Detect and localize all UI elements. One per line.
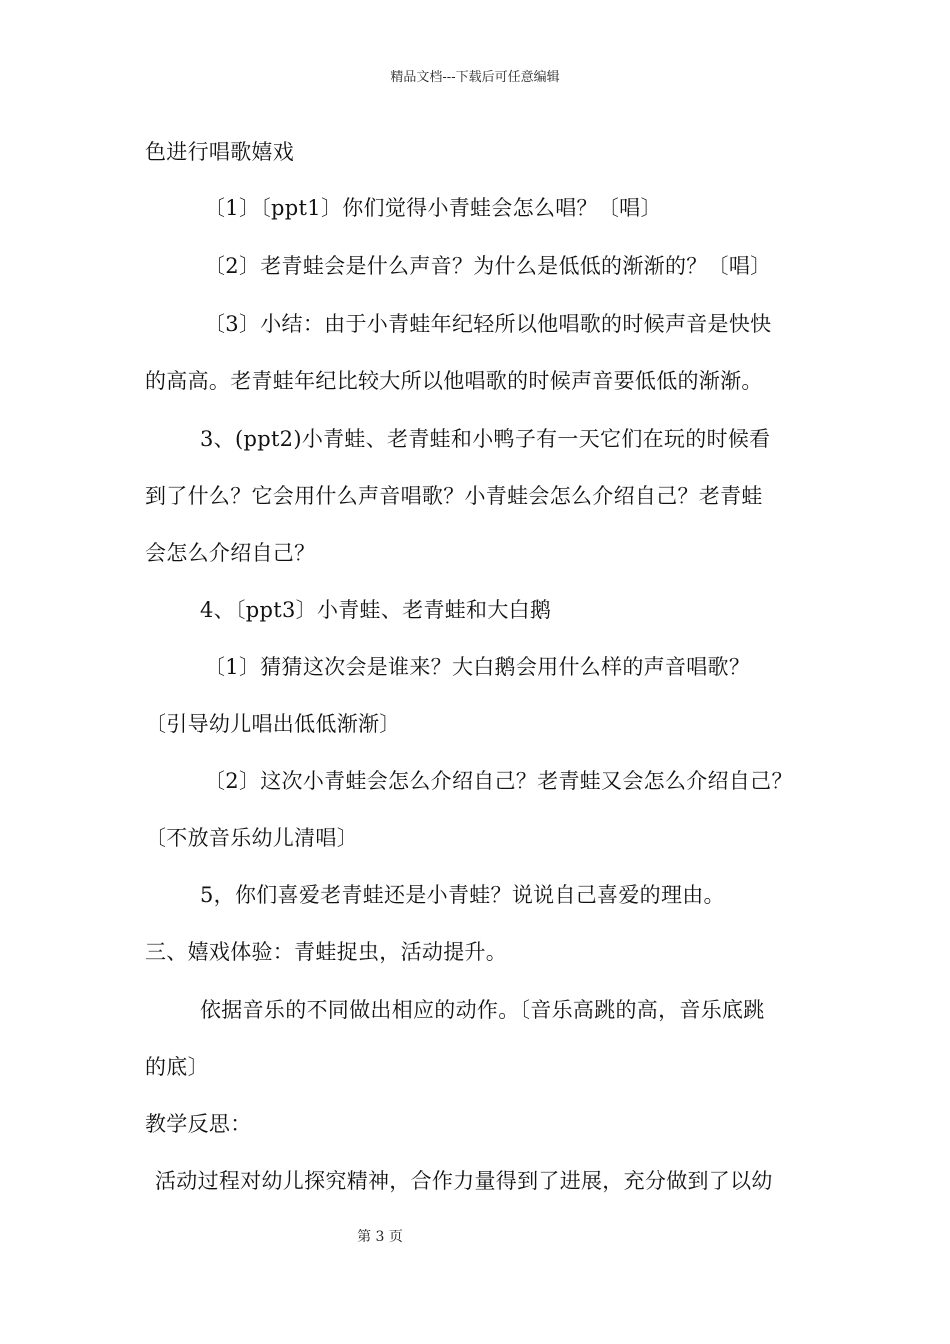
body-line-8: 会怎么介绍自己？ (145, 541, 316, 565)
page-number: 第 3 页 (357, 1229, 403, 1245)
body-line-2: 〔1〕〔ppt1〕你们觉得小青蛙会怎么唱？〔唱〕 (204, 196, 662, 220)
body-line-10: 〔1〕猜猜这次会是谁来？大白鹅会用什么样的声音唱歌？ (204, 655, 751, 679)
page-header: 精品文档---下载后可任意编辑 (390, 70, 560, 85)
body-line-15: 三、嬉戏体验：青蛙捉虫，活动提升。 (145, 940, 508, 964)
body-line-19: 活动过程对幼儿探究精神，合作力量得到了进展，充分做到了以幼 (155, 1169, 773, 1193)
body-line-14: 5，你们喜爱老青蛙还是小青蛙？说说自己喜爱的理由。 (200, 883, 725, 907)
body-line-1: 色进行唱歌嬉戏 (145, 140, 295, 164)
body-line-7: 到了什么？它会用什么声音唱歌？小青蛙会怎么介绍自己？老青蛙 (145, 484, 763, 508)
body-line-17: 的底〕 (145, 1055, 209, 1079)
body-line-3: 〔2〕老青蛙会是什么声音？为什么是低低的渐渐的？〔唱〕 (204, 254, 772, 278)
body-line-16: 依据音乐的不同做出相应的动作。〔音乐高跳的高，音乐底跳 (200, 998, 765, 1022)
body-line-12: 〔2〕这次小青蛙会怎么介绍自己？老青蛙又会怎么介绍自己？ (204, 769, 793, 793)
body-line-18: 教学反思： (145, 1112, 252, 1136)
body-line-6: 3、(ppt2)小青蛙、老青蛙和小鸭子有一天它们在玩的时候看 (200, 427, 771, 451)
body-line-11: 〔引导幼儿唱出低低渐渐〕 (145, 712, 401, 736)
body-line-4: 〔3〕小结：由于小青蛙年纪轻所以他唱歌的时候声音是快快 (204, 312, 772, 336)
body-line-13: 〔不放音乐幼儿清唱〕 (145, 826, 358, 850)
body-line-9: 4、〔ppt3〕小青蛙、老青蛙和大白鹅 (200, 598, 552, 622)
body-line-5: 的高高。老青蛙年纪比较大所以他唱歌的时候声音要低低的渐渐。 (145, 369, 763, 393)
